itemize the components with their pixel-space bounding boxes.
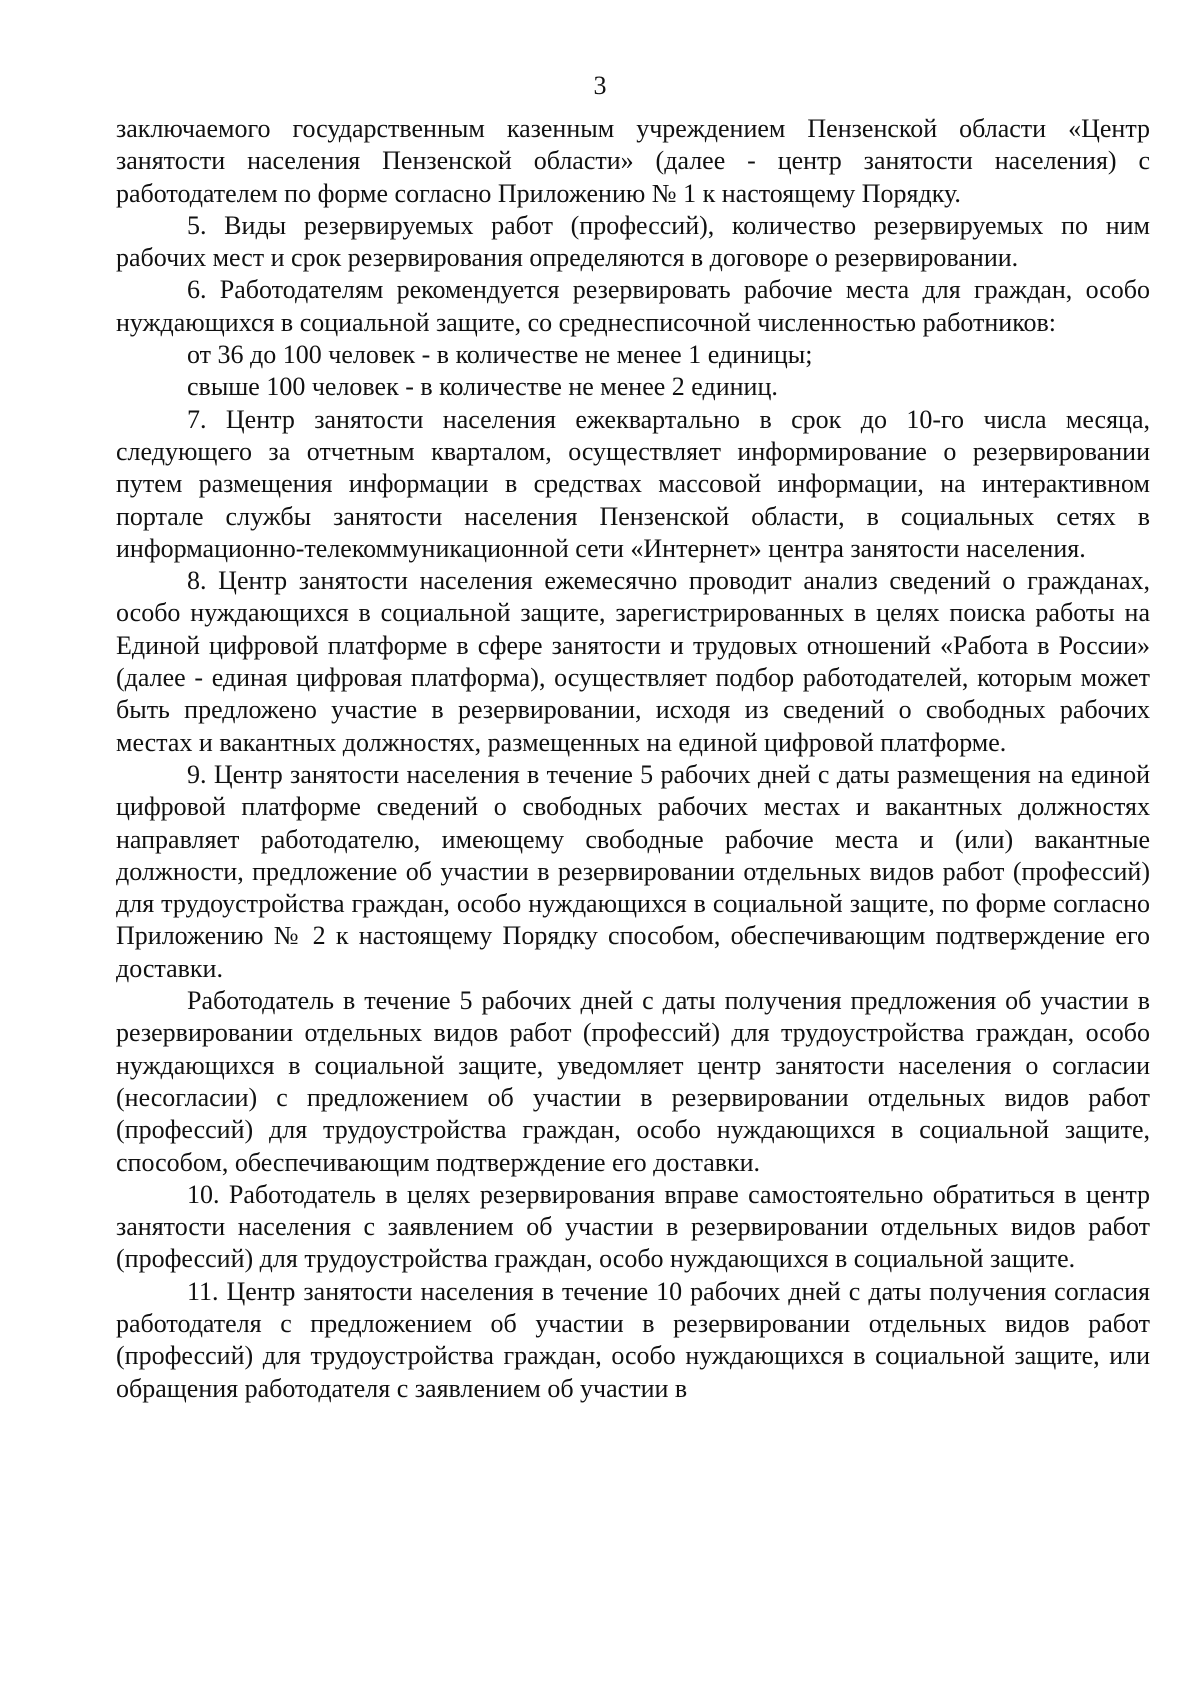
paragraph-continuation: заключаемого государственным казенным учреждением Пензенской области «Центр занятости населения Пензенской области» (далее - центр занятости населения) с работодателем по форме согласно Приложению № 1 к настоящему Порядку. xyxy=(116,114,1150,208)
paragraph-employer-response: Работодатель в течение 5 рабочих дней с даты получения предложения об участии в резервировании отдельных видов работ (профессий) для трудоустройства граждан, особо нуждающихся в социальной защите, уведомляет центр занятости населения о согласии (несогласии) с предложением об участии в резервировании отдельных видов работ (профессий) для трудоустройства граждан, особо нуждающихся в социальной защите, способом, обеспечивающим подтверждение его доставки. xyxy=(116,986,1150,1177)
paragraph-item-10: 10. Работодатель в целях резервирования вправе самостоятельно обратиться в центр занятости населения с заявлением об участии в резервировании отдельных видов работ (профессий) для трудоустройства граждан, особо нуждающихся в социальной защите. xyxy=(116,1179,1150,1274)
paragraph-item-6: 6. Работодателям рекомендуется резервировать рабочие места для граждан, особо нуждающихся в социальной защите, со среднесписочной численностью работников: xyxy=(116,275,1150,337)
paragraph-item-5: 5. Виды резервируемых работ (профессий), количество резервируемых по ним рабочих мест и срок резервирования определяются в договоре о резервировании. xyxy=(116,210,1150,273)
paragraph-item-9: 9. Центр занятости населения в течение 5 рабочих дней с даты размещения на единой цифровой платформе сведений о свободных рабочих местах и вакантных должностях направляет работодателю, имеющему свободные рабочие места и (или) вакантные должности, предложение об участии в резервировании отдельных видов работ (профессий) для трудоустройства граждан, особо нуждающихся в социальной защите, по форме согласно Приложению № 2 к настоящему Порядку способом, обеспечивающим подтверждение его доставки. xyxy=(116,759,1150,983)
list-line-36-100: от 36 до 100 человек - в количестве не менее 1 единицы; xyxy=(187,340,813,370)
page-number: 3 xyxy=(593,71,607,100)
paragraph-item-11: 11. Центр занятости населения в течение 10 рабочих дней с даты получения согласия работодателя с предложением об участии в резервировании отдельных видов работ (профессий) для трудоустройства граждан, особо нуждающихся в социальной защите, или обращения работодателя с заявлением об участии в xyxy=(116,1276,1150,1403)
paragraph-item-8: 8. Центр занятости населения ежемесячно проводит анализ сведений о гражданах, особо нуждающихся в социальной защите, зарегистрированных в целях поиска работы на Единой цифровой платформе в сфере занятости и трудовых отношений «Работа в России» (далее - единая цифровая платформа), осуществляет подбор работодателей, которым может быть предложено участие в резервировании, исходя из сведений о свободных рабочих местах и вакантных должностях, размещенных на единой цифровой платформе. xyxy=(116,566,1150,757)
document-body xyxy=(116,113,1150,1405)
list-line-over-100: свыше 100 человек - в количестве не менее 2 единиц. xyxy=(187,372,778,402)
paragraph-item-7: 7. Центр занятости населения ежеквартально в срок до 10-го числа месяца, следующего за отчетным кварталом, осуществляет информирование о резервировании путем размещения информации в средствах массовой информации, на интерактивном портале службы занятости населения Пензенской области, в социальных сетях в информационно-телекоммуникационной сети «Интернет» центра занятости населения. xyxy=(116,404,1150,563)
